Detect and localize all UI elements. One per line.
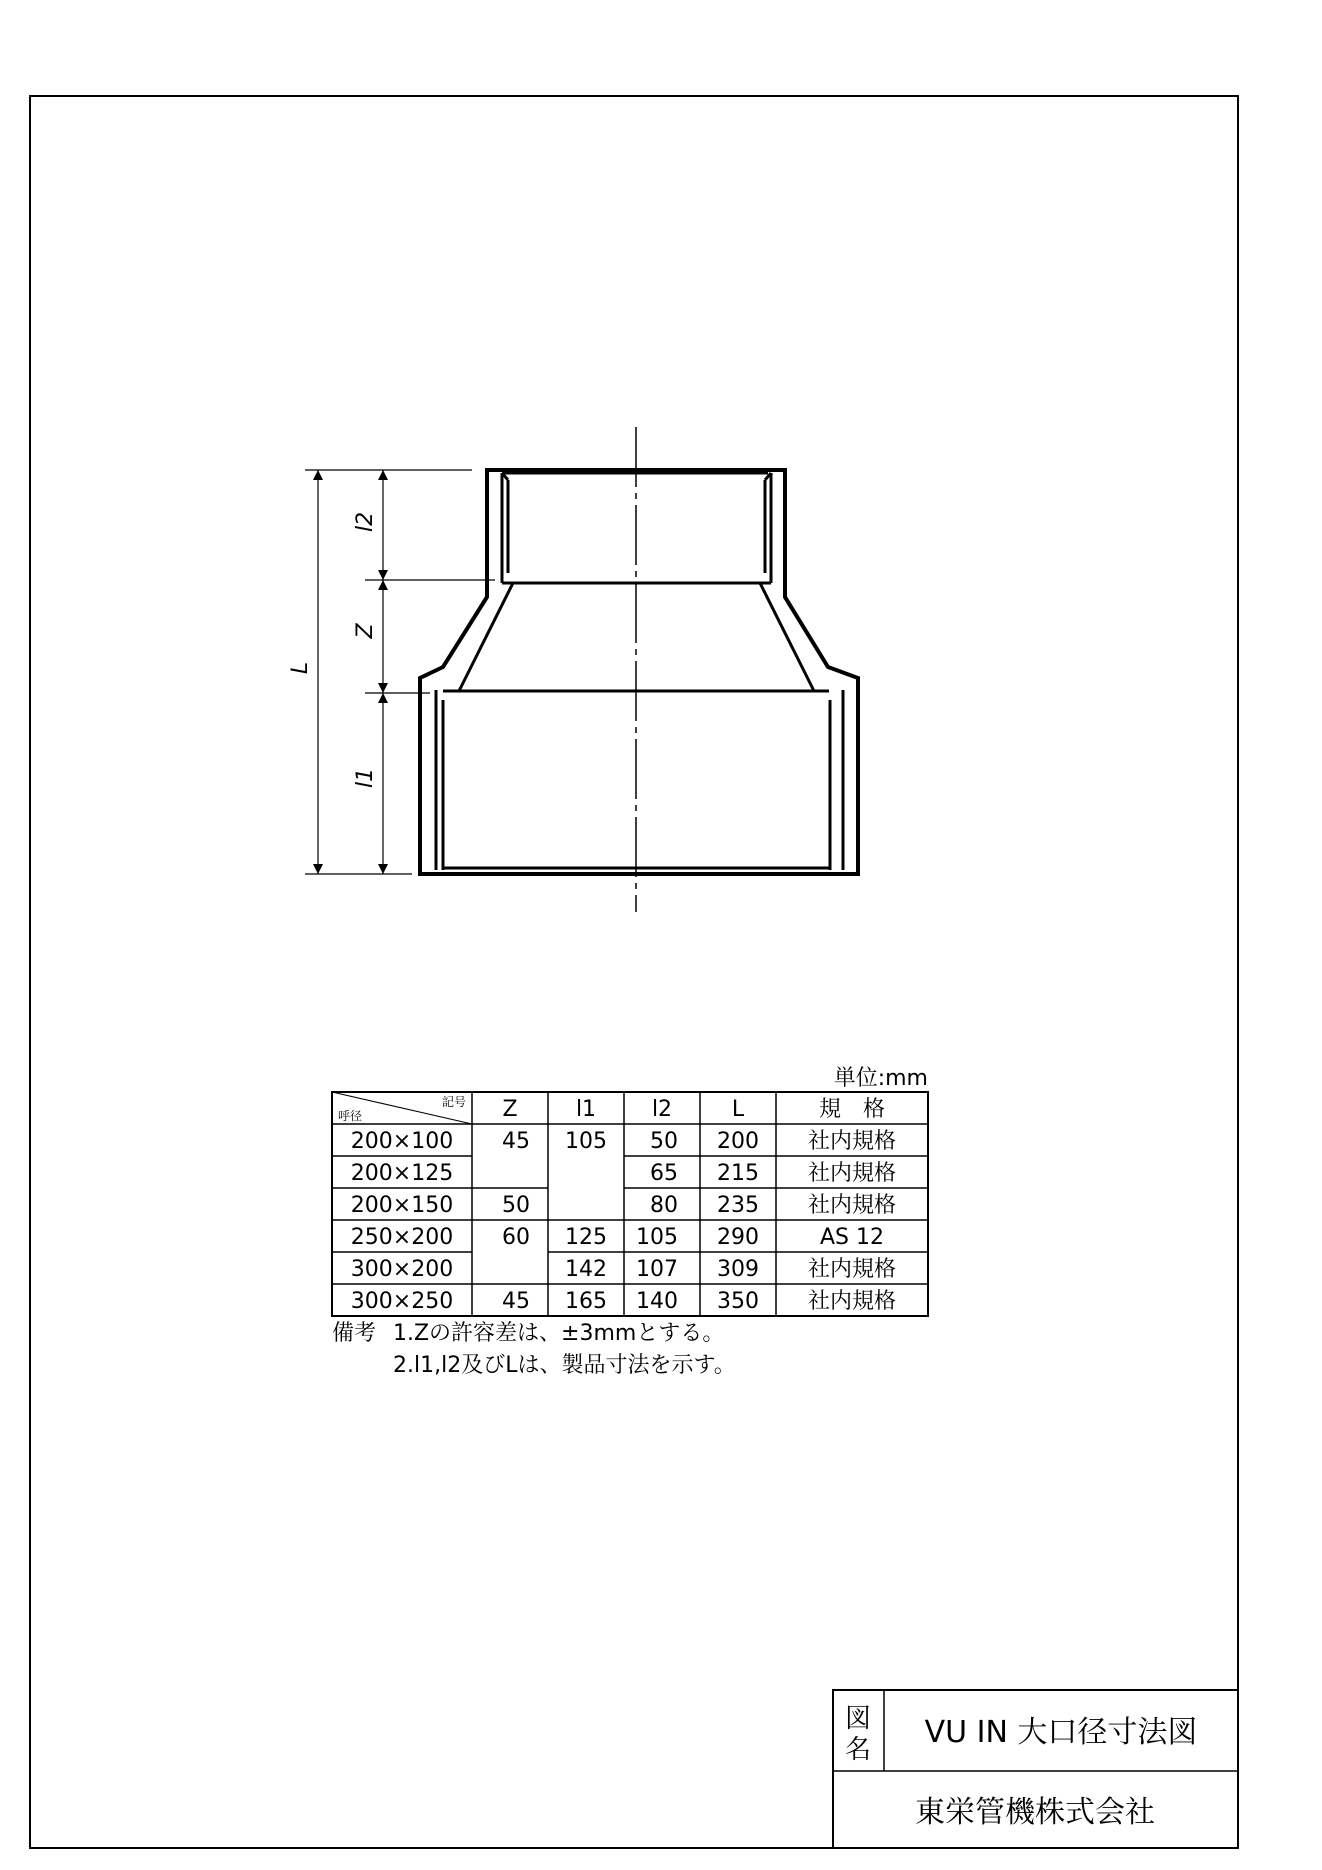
extension-lines	[305, 470, 495, 874]
cell-size: 300×250	[350, 1289, 454, 1314]
table-header-l1: l1	[575, 1097, 597, 1122]
cell-l2: 80	[650, 1193, 678, 1218]
dim-label-Z: Z	[353, 623, 378, 639]
table-header-spec: 規 格	[818, 1097, 886, 1122]
cell-l2: 105	[636, 1225, 678, 1250]
cell-L: 235	[717, 1193, 759, 1218]
note-item-2: 2.l1,l2及びLは、製品寸法を示す。	[393, 1353, 736, 1378]
cell-L: 215	[717, 1161, 759, 1186]
dim-label-L: L	[288, 661, 313, 675]
cell-Z: 50	[502, 1193, 530, 1218]
table-corner-top: 記号	[441, 1095, 466, 1109]
table-header-l2: l2	[651, 1097, 673, 1122]
cell-l2: 65	[650, 1161, 678, 1186]
cell-Z: 60	[502, 1225, 530, 1250]
cell-size: 200×100	[350, 1129, 454, 1154]
cell-size: 300×200	[350, 1257, 454, 1282]
unit-label: 単位:mm	[833, 1066, 928, 1091]
cell-L: 309	[717, 1257, 759, 1282]
cell-l2: 107	[636, 1257, 678, 1282]
cell-Z: 45	[502, 1129, 530, 1154]
cell-size: 200×150	[350, 1193, 454, 1218]
dim-label-l1: l1	[353, 767, 378, 789]
cell-L: 350	[717, 1289, 759, 1314]
cell-spec: 社内規格	[807, 1193, 897, 1218]
cell-spec: 社内規格	[807, 1257, 897, 1282]
cell-Z: 45	[502, 1289, 530, 1314]
sheet-border	[30, 96, 1238, 1848]
cell-l1: 165	[565, 1289, 607, 1314]
cell-spec: 社内規格	[807, 1289, 897, 1314]
cell-L: 200	[717, 1129, 759, 1154]
table-row	[351, 1225, 884, 1250]
cell-l1: 105	[565, 1129, 607, 1154]
company-name: 東栄管機株式会社	[915, 1795, 1155, 1830]
pipe-reducer-drawing	[305, 427, 858, 912]
cell-L: 290	[717, 1225, 759, 1250]
cell-spec: 社内規格	[807, 1161, 897, 1186]
inner-contour	[436, 473, 843, 870]
figure-name-label-1: 図	[844, 1704, 872, 1734]
dim-label-l2: l2	[353, 511, 378, 533]
cell-size: 200×125	[350, 1161, 454, 1186]
table-header-L: L	[731, 1097, 745, 1122]
table-corner-bottom: 呼径	[338, 1109, 363, 1123]
outer-contour	[420, 470, 858, 874]
cell-l1: 125	[565, 1225, 607, 1250]
figure-name: VU IN 大口径寸法図	[924, 1715, 1198, 1750]
cell-spec: AS 12	[819, 1225, 885, 1250]
cell-l2: 50	[650, 1129, 678, 1154]
figure-name-label-2: 名	[844, 1735, 872, 1765]
note-item-1: 1.Zの許容差は、±3mmとする。	[393, 1321, 725, 1346]
cell-l1: 142	[565, 1257, 607, 1282]
cell-l2: 140	[636, 1289, 678, 1314]
notes-label: 備考	[332, 1321, 377, 1346]
table-header-Z: Z	[502, 1097, 518, 1122]
cell-spec: 社内規格	[807, 1129, 897, 1154]
cell-size: 250×200	[350, 1225, 454, 1250]
